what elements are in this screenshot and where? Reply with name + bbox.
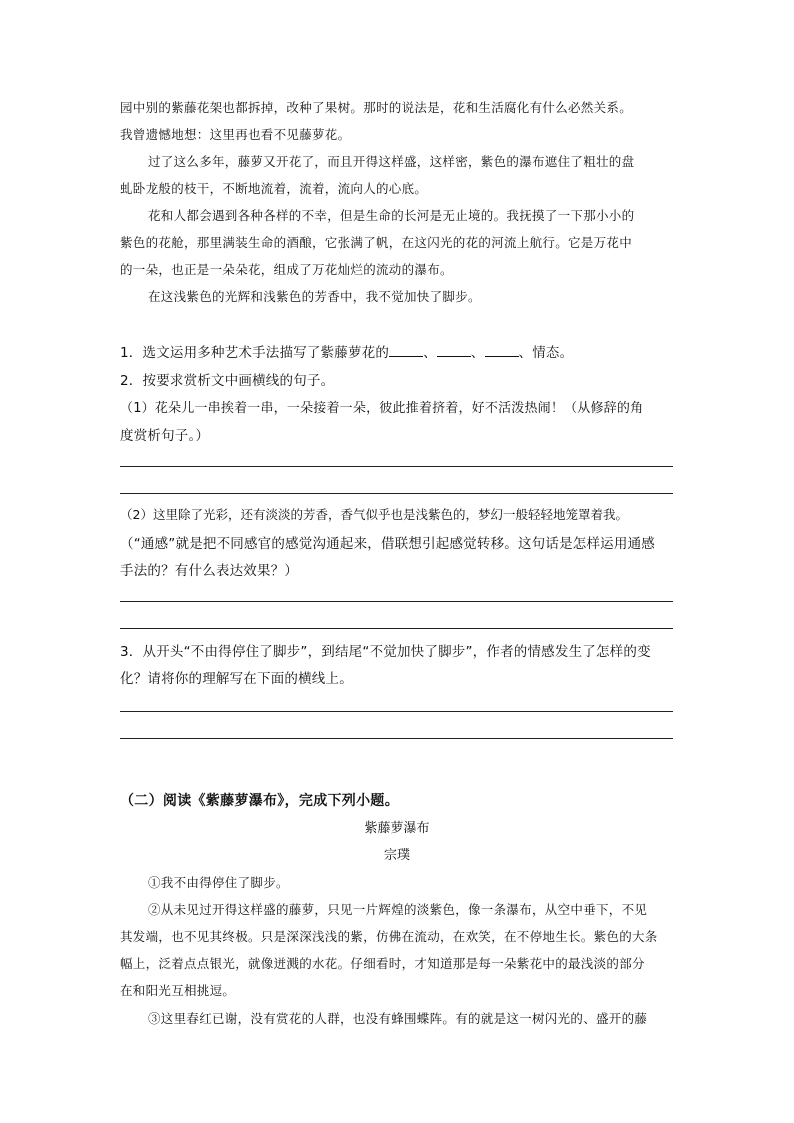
answer-line[interactable]	[120, 601, 673, 602]
question-2-2-line: 手法的？有什么表达效果？）	[120, 563, 299, 579]
article-line: 幅上，泛着点点银光，就像迸溅的水花。仔细看时，才知道那是每一朵紫花中的最浅淡的部分	[120, 956, 645, 971]
passage-line: 我曾遗憾地想：这里再也看不见藤萝花。	[120, 127, 351, 142]
question-2: 2．按要求赏析文中画横线的句子。	[120, 373, 335, 389]
passage-line: 的一朵，也正是一朵朵花，组成了万花灿烂的流动的瀑布。	[120, 262, 453, 277]
answer-line[interactable]	[120, 466, 673, 467]
passage-line: 虬卧龙般的枝干，不断地流着，流着，流向人的心底。	[120, 181, 428, 196]
passage-line: 紫色的花舱，那里满装生命的酒酿，它张满了帆，在这闪光的花的河流上航行。它是万花中	[120, 235, 633, 250]
answer-line[interactable]	[120, 738, 673, 739]
article-line: ③这里春红已谢，没有赏花的人群，也没有蜂围蝶阵。有的就是这一树闪光的、盛开的藤	[148, 1011, 648, 1026]
article-author: 宗璞	[383, 848, 410, 863]
article-line: 在和阳光互相挑逗。	[120, 983, 236, 998]
question-3-line: 3．从开头“不由得停住了脚步”，到结尾“不觉加快了脚步”，作者的情感发生了怎样的变	[120, 644, 651, 660]
answer-line[interactable]	[120, 628, 673, 629]
separator: 、	[470, 345, 485, 361]
question-2-2-line: （2）这里除了光彩，还有淡淡的芳香，香气似乎也是浅紫色的，梦幻一般轻轻地笼罩着我。	[120, 507, 628, 522]
article-line: ①我不由得停住了脚步。	[148, 875, 289, 890]
passage-line: 园中别的紫藤花架也都拆掉，改种了果树。那时的说法是，花和生活腐化有什么必然关系。	[120, 100, 633, 115]
passage-line: 花和人都会遇到各种各样的不幸，但是生命的长河是无止境的。我抚摸了一下那小小的	[148, 208, 635, 223]
passage-line: 在这浅紫色的光辉和浅紫色的芳香中，我不觉加快了脚步。	[148, 289, 481, 304]
question-3-line: 化？请将你的理解写在下面的横线上。	[120, 671, 353, 687]
question-1	[120, 344, 573, 362]
answer-line[interactable]	[120, 711, 673, 712]
article-line: 其发端，也不见其终极。只是深深浅浅的紫，仿佛在流动，在欢笑，在不停地生长。紫色的大条	[120, 929, 658, 944]
question-1-prefix: 1．选文运用多种艺术手法描写了紫藤萝花的	[120, 345, 390, 361]
answer-line[interactable]	[120, 493, 673, 494]
question-2-1-line: 度赏析句子。）	[120, 428, 210, 444]
article-title: 紫藤萝瀑布	[364, 821, 430, 836]
question-2-2-line: （“通感”就是把不同感官的感觉沟通起来，借联想引起感觉转移。这句话是怎样运用通感	[120, 536, 655, 552]
answer-blank-1[interactable]	[389, 344, 423, 357]
section-heading: （二）阅读《紫藤萝瀑布》，完成下列小题。	[120, 793, 399, 809]
answer-blank-3[interactable]	[485, 344, 519, 357]
answer-blank-2[interactable]	[437, 344, 471, 357]
passage-line: 过了这么多年，藤萝又开花了，而且开得这样盛，这样密，紫色的瀑布遮住了粗壮的盘	[148, 154, 635, 169]
question-2-1-line: （1）花朵儿一串挨着一串，一朵接着一朵，彼此推着挤着，好不活泼热闹！（从修辞的角	[120, 401, 644, 416]
question-1-suffix: 、情态。	[518, 345, 574, 361]
article-line: ②从未见过开得这样盛的藤萝，只见一片辉煌的淡紫色，像一条瀑布，从空中垂下，不见	[148, 902, 648, 917]
separator: 、	[423, 345, 437, 361]
